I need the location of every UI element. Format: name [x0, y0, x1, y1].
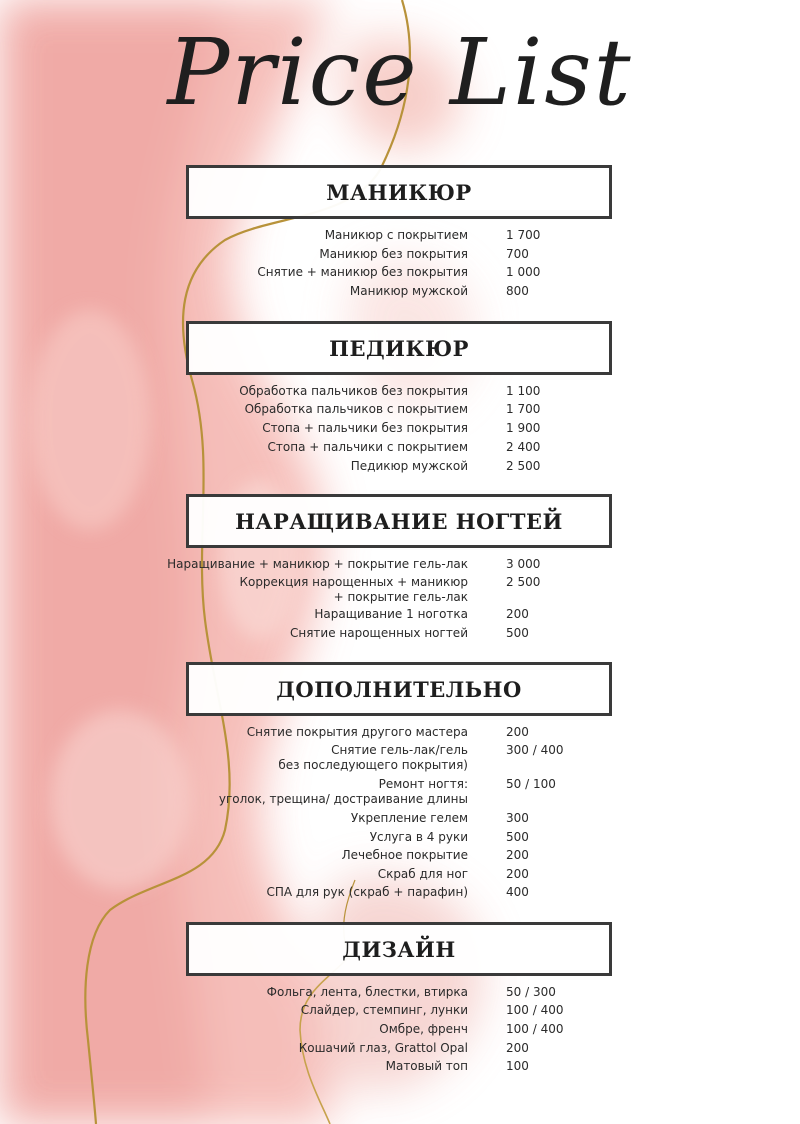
item-price: 300 / 400: [506, 743, 564, 757]
item-price: 1 900: [506, 421, 541, 435]
item-name: Услуга в 4 руки: [369, 830, 468, 844]
item-name: Матовый топ: [385, 1059, 468, 1073]
section-heading-extensions: НАРАЩИВАНИЕ НОГТЕЙ: [186, 494, 612, 548]
section-heading-additional: ДОПОЛНИТЕЛЬНО: [186, 662, 612, 716]
item-price: 100: [506, 1059, 529, 1073]
item-name: Маникюр мужской: [349, 284, 468, 298]
item-name: Наращивание 1 ноготка: [314, 607, 468, 621]
item-price: 200: [506, 607, 529, 621]
item-name: Стопа + пальчики без покрытия: [262, 421, 468, 435]
item-name: Слайдер, стемпинг, лунки: [300, 1003, 468, 1017]
item-name: Кошачий глаз, Grattol Opal: [298, 1041, 468, 1055]
item-price: 200: [506, 848, 529, 862]
item-name-line: Снятие гель-лак/гель: [331, 743, 468, 757]
item-price: 100 / 400: [506, 1003, 564, 1017]
item-price: 100 / 400: [506, 1022, 564, 1036]
item-name: Снятие нарощенных ногтей: [289, 626, 468, 640]
item-name: [219, 777, 468, 807]
page-title: Price List: [167, 19, 633, 126]
item-name: Снятие + маникюр без покрытия: [257, 265, 468, 279]
item-name: Педикюр мужской: [350, 459, 468, 473]
item-name: Обработка пальчиков без покрытия: [239, 384, 468, 398]
item-price: 50 / 300: [506, 985, 556, 999]
item-name: Скраб для ног: [377, 867, 468, 881]
item-name: Маникюр с покрытием: [324, 228, 468, 242]
item-name: [278, 743, 468, 773]
item-name-line: уголок, трещина/ достраивание длины: [218, 792, 468, 806]
item-name: Укрепление гелем: [350, 811, 468, 825]
item-name-line: Ремонт ногтя:: [378, 777, 468, 791]
item-price: 200: [506, 725, 529, 739]
item-price: 1 100: [506, 384, 541, 398]
item-price: 2 400: [506, 440, 541, 454]
item-price: 3 000: [506, 557, 541, 571]
item-price: 400: [506, 885, 529, 899]
item-price: 200: [506, 1041, 529, 1055]
item-price: 1 700: [506, 402, 541, 416]
item-name-line: без последующего покрытия): [278, 758, 468, 772]
item-name: Наращивание + маникюр + покрытие гель-лак: [167, 557, 468, 571]
item-price: 200: [506, 867, 529, 881]
section-heading-pedicure: ПЕДИКЮР: [186, 321, 612, 375]
item-price: 2 500: [506, 459, 541, 473]
item-price: 1 700: [506, 228, 541, 242]
item-name: [239, 575, 468, 605]
item-price: 50 / 100: [506, 777, 556, 791]
section-heading-manicure: МАНИКЮР: [186, 165, 612, 219]
item-name: Стопа + пальчики с покрытием: [267, 440, 468, 454]
item-name: Фольга, лента, блестки, втирка: [266, 985, 468, 999]
item-name: Омбре, френч: [379, 1022, 468, 1036]
item-name: Лечебное покрытие: [341, 848, 468, 862]
item-price: 1 000: [506, 265, 541, 279]
section-heading-design: ДИЗАЙН: [186, 922, 612, 976]
item-name: Обработка пальчиков с покрытием: [244, 402, 468, 416]
item-name: СПА для рук (скраб + парафин): [266, 885, 468, 899]
item-price: 300: [506, 811, 529, 825]
item-name: Маникюр без покрытия: [319, 247, 468, 261]
item-price: 2 500: [506, 575, 541, 589]
item-name-line: Коррекция нарощенных + маникюр: [239, 575, 468, 589]
item-name: Снятие покрытия другого мастера: [246, 725, 468, 739]
item-price: 700: [506, 247, 529, 261]
item-price: 500: [506, 626, 529, 640]
item-price: 500: [506, 830, 529, 844]
item-name-line: + покрытие гель-лак: [333, 590, 468, 604]
item-price: 800: [506, 284, 529, 298]
